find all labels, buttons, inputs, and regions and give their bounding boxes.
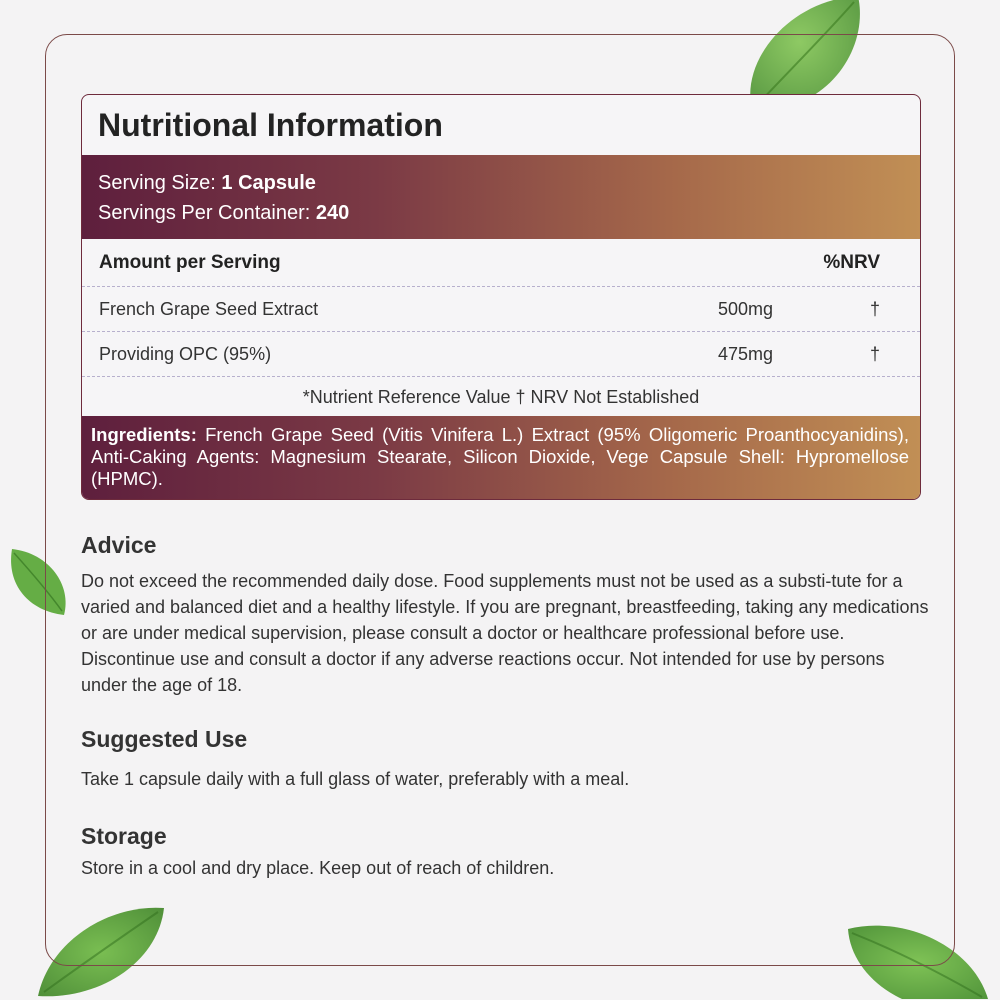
header-nrv: %NRV — [823, 252, 880, 273]
ingredients-block — [82, 416, 920, 499]
suggested-use-text: Take 1 capsule daily with a full glass of water, preferably with a meal. — [81, 769, 630, 789]
nrv-footnote: *Nutrient Reference Value † NRV Not Established — [302, 387, 700, 407]
ingredients-label: Ingredients: — [91, 424, 197, 445]
row-nrv: † — [869, 344, 880, 364]
advice-text: Do not exceed the recommended daily dose. Food supplements must not be used as a substi-tute for a varied and balanced diet and a healthy lifestyle. If you are pregnant, breastfeeding, taking any medications or are under medical supervision, please consult a doctor or healthcare professional before use. Discontinue use and consult a doctor if any adverse reactions occur. Not intended for use by persons under the age of 18. — [81, 571, 929, 695]
ingredients-text: French Grape Seed (Vitis Vinifera L.) Extract (95% Oligomeric Proanthocyanidins), Anti-Caking Agents: Magnesium Stearate, Silicon Dioxide, Vege Capsule Shell: Hypromellose (HPMC). — [91, 424, 909, 489]
storage-text: Store in a cool and dry place. Keep out of reach of children. — [81, 858, 555, 878]
table-header — [82, 239, 920, 287]
row-amount: 500mg — [717, 299, 773, 319]
serving-info — [82, 155, 920, 239]
nutrition-panel — [81, 94, 921, 500]
row-name: Providing OPC (95%) — [99, 344, 272, 364]
advice-heading: Advice — [81, 532, 157, 558]
serving-size-value: 1 Capsule — [221, 172, 316, 194]
row-amount: 475mg — [717, 344, 773, 364]
servings-per-container: Servings Per Container: 240 — [98, 202, 350, 224]
storage-heading: Storage — [81, 823, 167, 849]
servings-per-container-value: 240 — [315, 202, 350, 224]
panel-title: Nutritional Information — [98, 107, 443, 143]
row-nrv: † — [869, 299, 880, 319]
serving-size: Serving Size: 1 Capsule — [98, 172, 316, 194]
row-name: French Grape Seed Extract — [99, 299, 319, 319]
header-amount: Amount per Serving — [99, 252, 281, 273]
suggested-use-heading: Suggested Use — [81, 726, 248, 752]
table-row — [82, 287, 920, 332]
table-row — [82, 332, 920, 377]
